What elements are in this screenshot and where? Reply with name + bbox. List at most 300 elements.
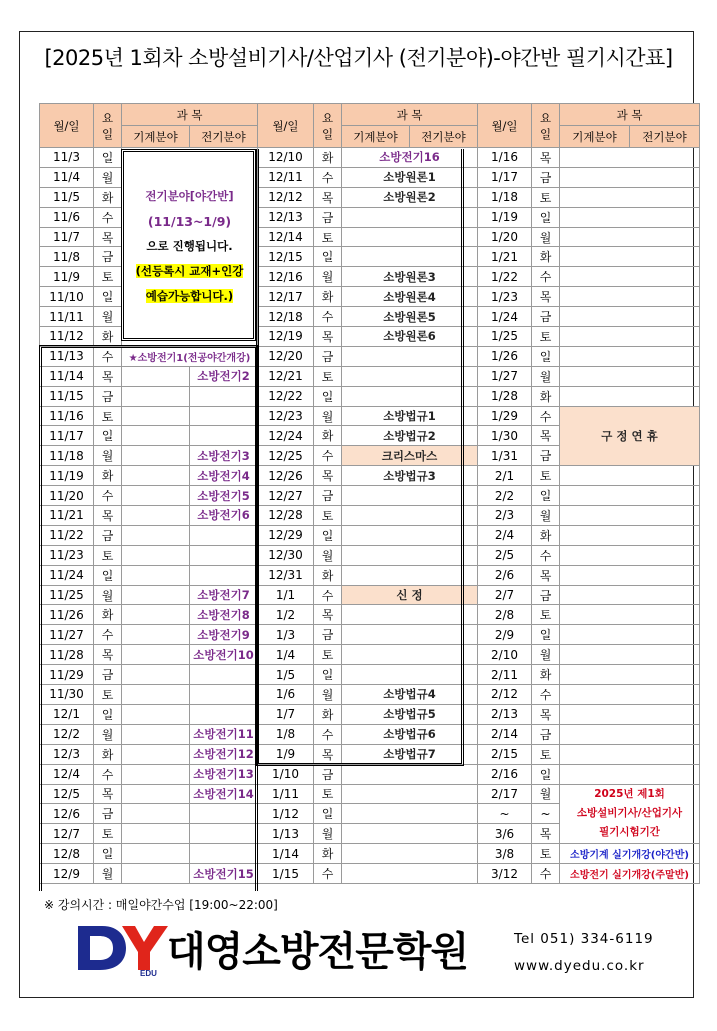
dow-cell: 수 bbox=[94, 625, 122, 645]
elec-subject-cell: 소방전기14 bbox=[190, 784, 258, 804]
date-cell: 12/22 bbox=[258, 386, 314, 406]
dow-cell: 일 bbox=[94, 565, 122, 585]
subject-cell bbox=[560, 545, 700, 565]
mech-subject-cell bbox=[122, 525, 190, 545]
subject-cell bbox=[560, 148, 700, 168]
logo-edu-text: EDU bbox=[140, 969, 157, 978]
date-cell: 11/30 bbox=[40, 685, 94, 705]
header-subject-2: 과 목 bbox=[342, 104, 478, 126]
subject-cell: 소방원론4 bbox=[342, 287, 478, 307]
mech-subject-cell bbox=[122, 446, 190, 466]
date-cell: 11/27 bbox=[40, 625, 94, 645]
date-cell: 1/30 bbox=[478, 426, 532, 446]
date-cell: 12/18 bbox=[258, 307, 314, 327]
subject-cell bbox=[560, 227, 700, 247]
elec-subject-cell: 소방전기10 bbox=[190, 645, 258, 665]
elec-subject-cell bbox=[190, 844, 258, 864]
subject-cell: 소방법규6 bbox=[342, 724, 478, 744]
date-cell: 11/15 bbox=[40, 386, 94, 406]
date-cell: 12/11 bbox=[258, 167, 314, 187]
dow-cell: 화 bbox=[314, 148, 342, 168]
date-cell: 2/14 bbox=[478, 724, 532, 744]
date-cell: 11/5 bbox=[40, 187, 94, 207]
dow-cell: 일 bbox=[94, 844, 122, 864]
subject-cell bbox=[560, 207, 700, 227]
date-cell: 12/31 bbox=[258, 565, 314, 585]
mech-practical-cell: 소방기계 실기개강(야간반) bbox=[560, 844, 700, 864]
date-cell: 1/10 bbox=[258, 764, 314, 784]
dow-cell: 월 bbox=[94, 446, 122, 466]
dow-cell: 일 bbox=[314, 804, 342, 824]
date-cell: 1/24 bbox=[478, 307, 532, 327]
table-row bbox=[40, 506, 700, 526]
dow-cell: 목 bbox=[314, 327, 342, 347]
elec-subject-cell: 소방전기9 bbox=[190, 625, 258, 645]
dow-cell: 목 bbox=[94, 645, 122, 665]
date-cell: 11/7 bbox=[40, 227, 94, 247]
dow-cell: 금 bbox=[532, 724, 560, 744]
dow-cell: 금 bbox=[314, 625, 342, 645]
header-subject-3: 과 목 bbox=[560, 104, 700, 126]
mech-subject-cell bbox=[122, 665, 190, 685]
date-cell: 12/12 bbox=[258, 187, 314, 207]
table-row bbox=[40, 724, 700, 744]
subject-cell bbox=[342, 545, 478, 565]
date-cell: 11/28 bbox=[40, 645, 94, 665]
date-cell: 1/17 bbox=[478, 167, 532, 187]
dow-cell: 금 bbox=[532, 585, 560, 605]
date-cell: 12/3 bbox=[40, 744, 94, 764]
dow-cell: 금 bbox=[94, 804, 122, 824]
lecture-time-note: ※ 강의시간 : 매일야간수업 [19:00~22:00] bbox=[44, 898, 278, 912]
date-cell: 3/6 bbox=[478, 824, 532, 844]
dow-cell: 금 bbox=[94, 386, 122, 406]
table-row bbox=[40, 148, 700, 168]
dow-cell: 월 bbox=[532, 366, 560, 386]
date-cell: 2/4 bbox=[478, 525, 532, 545]
date-cell: 2/5 bbox=[478, 545, 532, 565]
date-cell: 1/22 bbox=[478, 267, 532, 287]
mech-subject-cell bbox=[122, 565, 190, 585]
elec-subject-cell bbox=[190, 824, 258, 844]
subject-cell bbox=[560, 645, 700, 665]
subject-cell bbox=[342, 506, 478, 526]
exam-period-cell bbox=[560, 784, 700, 844]
subject-cell bbox=[560, 307, 700, 327]
mech-subject-cell bbox=[122, 466, 190, 486]
elec-subject-cell: 소방전기3 bbox=[190, 446, 258, 466]
date-cell: 2/13 bbox=[478, 704, 532, 724]
mech-subject-cell bbox=[122, 804, 190, 824]
notice-line-5: 예습가능합니다.) bbox=[145, 289, 234, 304]
table-row bbox=[40, 565, 700, 585]
elec-subject-cell: ★소방전기1(전공야간개강) bbox=[122, 346, 258, 366]
logo-d-shape bbox=[78, 926, 126, 970]
subject-cell bbox=[560, 585, 700, 605]
dow-cell: 금 bbox=[94, 247, 122, 267]
elec-subject-cell bbox=[190, 426, 258, 446]
subject-cell bbox=[560, 247, 700, 267]
date-cell: ~ bbox=[478, 804, 532, 824]
date-cell: 11/18 bbox=[40, 446, 94, 466]
elec-subject-cell bbox=[190, 545, 258, 565]
dow-cell: 수 bbox=[314, 585, 342, 605]
table-row bbox=[40, 386, 700, 406]
dow-cell: 토 bbox=[532, 187, 560, 207]
date-cell: 11/22 bbox=[40, 525, 94, 545]
dow-cell: 월 bbox=[314, 406, 342, 426]
elec-subject-cell bbox=[190, 665, 258, 685]
date-cell: 2/8 bbox=[478, 605, 532, 625]
subject-cell bbox=[342, 605, 478, 625]
dow-cell: 일 bbox=[94, 704, 122, 724]
notice-line-3: 으로 진행됩니다. bbox=[146, 239, 233, 254]
date-cell: 11/12 bbox=[40, 327, 94, 347]
dow-cell: 월 bbox=[532, 506, 560, 526]
dow-cell: 수 bbox=[532, 406, 560, 426]
subject-cell: 소방전기16 bbox=[342, 148, 478, 168]
table-row bbox=[40, 665, 700, 685]
table-row bbox=[40, 585, 700, 605]
date-cell: 11/3 bbox=[40, 148, 94, 168]
date-cell: 2/16 bbox=[478, 764, 532, 784]
dow-cell: 토 bbox=[314, 227, 342, 247]
elec-subject-cell: 소방전기15 bbox=[190, 864, 258, 884]
dow-cell: 일 bbox=[94, 287, 122, 307]
date-cell: 1/19 bbox=[478, 207, 532, 227]
date-cell: 12/2 bbox=[40, 724, 94, 744]
dow-cell: 금 bbox=[94, 525, 122, 545]
dow-cell: 일 bbox=[532, 486, 560, 506]
date-cell: 12/6 bbox=[40, 804, 94, 824]
subject-cell bbox=[342, 804, 478, 824]
dow-cell: 수 bbox=[94, 764, 122, 784]
subject-cell bbox=[342, 346, 478, 366]
subject-cell bbox=[560, 187, 700, 207]
date-cell: 11/20 bbox=[40, 486, 94, 506]
dow-cell: 토 bbox=[314, 645, 342, 665]
table-row bbox=[40, 406, 700, 426]
mech-subject-cell bbox=[122, 764, 190, 784]
date-cell: 12/23 bbox=[258, 406, 314, 426]
header-date-3: 월/일 bbox=[478, 104, 532, 148]
date-cell: 2/9 bbox=[478, 625, 532, 645]
dow-cell: 일 bbox=[314, 386, 342, 406]
notice-cell bbox=[122, 148, 258, 347]
table-row bbox=[40, 466, 700, 486]
mech-subject-cell bbox=[122, 844, 190, 864]
date-cell: 11/11 bbox=[40, 307, 94, 327]
dow-cell: 화 bbox=[532, 386, 560, 406]
header-mech-3: 기계분야 bbox=[560, 126, 630, 148]
header-dow-1: 요 일 bbox=[94, 104, 122, 148]
dow-cell: 목 bbox=[94, 506, 122, 526]
subject-cell bbox=[560, 625, 700, 645]
subject-cell bbox=[342, 227, 478, 247]
subject-cell bbox=[560, 506, 700, 526]
dow-cell: 토 bbox=[94, 545, 122, 565]
date-cell: 2/17 bbox=[478, 784, 532, 804]
subject-cell bbox=[560, 346, 700, 366]
dow-cell: 토 bbox=[532, 327, 560, 347]
subject-cell bbox=[560, 565, 700, 585]
dow-cell: 토 bbox=[314, 784, 342, 804]
date-cell: 2/2 bbox=[478, 486, 532, 506]
dow-cell: 수 bbox=[314, 307, 342, 327]
date-cell: 1/1 bbox=[258, 585, 314, 605]
table-row bbox=[40, 625, 700, 645]
subject-cell bbox=[342, 207, 478, 227]
subject-cell: 소방원론5 bbox=[342, 307, 478, 327]
dow-cell: 목 bbox=[532, 824, 560, 844]
subject-cell bbox=[560, 267, 700, 287]
subject-cell bbox=[342, 525, 478, 545]
mech-subject-cell bbox=[122, 366, 190, 386]
dow-cell: 목 bbox=[94, 366, 122, 386]
date-cell: 12/1 bbox=[40, 704, 94, 724]
dow-cell: 화 bbox=[94, 466, 122, 486]
date-cell: 1/6 bbox=[258, 685, 314, 705]
dow-cell: 목 bbox=[532, 426, 560, 446]
subject-cell bbox=[342, 625, 478, 645]
holiday-cell: 신 정 bbox=[342, 585, 478, 605]
table-row bbox=[40, 525, 700, 545]
date-cell: 11/14 bbox=[40, 366, 94, 386]
mech-subject-cell bbox=[122, 784, 190, 804]
dow-cell: 수 bbox=[94, 207, 122, 227]
table-row bbox=[40, 784, 700, 804]
dow-cell: 목 bbox=[314, 605, 342, 625]
mech-subject-cell bbox=[122, 506, 190, 526]
subject-cell: 소방법규5 bbox=[342, 704, 478, 724]
dow-cell: 토 bbox=[94, 267, 122, 287]
elec-subject-cell bbox=[190, 565, 258, 585]
header-dow-3: 요 일 bbox=[532, 104, 560, 148]
subject-cell bbox=[560, 665, 700, 685]
date-cell: 12/25 bbox=[258, 446, 314, 466]
dow-cell: 목 bbox=[94, 227, 122, 247]
date-cell: 2/11 bbox=[478, 665, 532, 685]
dow-cell: 화 bbox=[314, 287, 342, 307]
date-cell: 1/11 bbox=[258, 784, 314, 804]
website-url[interactable]: www.dyedu.co.kr bbox=[514, 958, 645, 974]
subject-cell: 소방법규7 bbox=[342, 744, 478, 764]
elec-subject-cell bbox=[190, 525, 258, 545]
date-cell: 11/8 bbox=[40, 247, 94, 267]
elec-subject-cell: 소방전기7 bbox=[190, 585, 258, 605]
dow-cell: 토 bbox=[532, 605, 560, 625]
date-cell: 1/20 bbox=[478, 227, 532, 247]
date-cell: 2/10 bbox=[478, 645, 532, 665]
date-cell: 11/16 bbox=[40, 406, 94, 426]
subject-cell bbox=[342, 844, 478, 864]
table-row bbox=[40, 486, 700, 506]
date-cell: 1/9 bbox=[258, 744, 314, 764]
date-cell: 12/20 bbox=[258, 346, 314, 366]
subject-cell: 소방원론1 bbox=[342, 167, 478, 187]
dow-cell: 월 bbox=[314, 545, 342, 565]
subject-cell: 소방법규1 bbox=[342, 406, 478, 426]
date-cell: 11/24 bbox=[40, 565, 94, 585]
date-cell: 11/25 bbox=[40, 585, 94, 605]
dow-cell: 월 bbox=[532, 784, 560, 804]
elec-subject-cell: 소방전기8 bbox=[190, 605, 258, 625]
dow-cell: 수 bbox=[532, 545, 560, 565]
subject-cell: 소방법규3 bbox=[342, 466, 478, 486]
subject-cell bbox=[342, 386, 478, 406]
dow-cell: 목 bbox=[532, 148, 560, 168]
date-cell: 1/7 bbox=[258, 704, 314, 724]
date-cell: 1/21 bbox=[478, 247, 532, 267]
table-row bbox=[40, 864, 700, 884]
dow-cell: 일 bbox=[532, 346, 560, 366]
date-cell: 1/18 bbox=[478, 187, 532, 207]
date-cell: 1/8 bbox=[258, 724, 314, 744]
dow-cell: 월 bbox=[94, 167, 122, 187]
dow-cell: 목 bbox=[532, 704, 560, 724]
date-cell: 11/26 bbox=[40, 605, 94, 625]
date-cell: 1/28 bbox=[478, 386, 532, 406]
dow-cell: 월 bbox=[314, 267, 342, 287]
date-cell: 12/13 bbox=[258, 207, 314, 227]
date-cell: 11/29 bbox=[40, 665, 94, 685]
schedule-table bbox=[39, 103, 700, 884]
date-cell: 1/25 bbox=[478, 327, 532, 347]
date-cell: 11/13 bbox=[40, 346, 94, 366]
subject-cell bbox=[560, 764, 700, 784]
date-cell: 1/12 bbox=[258, 804, 314, 824]
table-row bbox=[40, 744, 700, 764]
date-cell: 2/12 bbox=[478, 685, 532, 705]
subject-cell bbox=[342, 645, 478, 665]
dow-cell: 토 bbox=[532, 844, 560, 864]
dow-cell: 금 bbox=[314, 764, 342, 784]
table-row bbox=[40, 545, 700, 565]
dow-cell: 일 bbox=[314, 247, 342, 267]
elec-subject-cell bbox=[190, 804, 258, 824]
date-cell: 12/29 bbox=[258, 525, 314, 545]
phone-number: Tel 051) 334-6119 bbox=[514, 931, 654, 947]
date-cell: 11/9 bbox=[40, 267, 94, 287]
date-cell: 11/17 bbox=[40, 426, 94, 446]
subject-cell bbox=[560, 685, 700, 705]
academy-brand-name: 대영소방전문학원 bbox=[167, 929, 469, 975]
date-cell: 11/10 bbox=[40, 287, 94, 307]
academy-logo bbox=[74, 918, 174, 978]
subject-cell bbox=[560, 366, 700, 386]
dow-cell: 월 bbox=[94, 307, 122, 327]
subject-cell bbox=[560, 744, 700, 764]
dow-cell: 월 bbox=[94, 585, 122, 605]
dow-cell: 목 bbox=[532, 287, 560, 307]
dow-cell: 수 bbox=[314, 446, 342, 466]
elec-subject-cell bbox=[190, 704, 258, 724]
header-elec-2: 전기분야 bbox=[410, 126, 478, 148]
dow-cell: 수 bbox=[314, 864, 342, 884]
dow-cell: 토 bbox=[532, 744, 560, 764]
dow-cell: ~ bbox=[532, 804, 560, 824]
date-cell: 12/19 bbox=[258, 327, 314, 347]
date-cell: 12/16 bbox=[258, 267, 314, 287]
date-cell: 12/8 bbox=[40, 844, 94, 864]
dow-cell: 토 bbox=[532, 466, 560, 486]
dow-cell: 화 bbox=[532, 525, 560, 545]
date-cell: 11/21 bbox=[40, 506, 94, 526]
dow-cell: 목 bbox=[314, 187, 342, 207]
exam-line-1: 2025년 제1회 bbox=[594, 788, 665, 801]
elec-subject-cell: 소방전기6 bbox=[190, 506, 258, 526]
subject-cell bbox=[342, 784, 478, 804]
dow-cell: 화 bbox=[94, 187, 122, 207]
mech-subject-cell bbox=[122, 486, 190, 506]
date-cell: 2/7 bbox=[478, 585, 532, 605]
dow-cell: 금 bbox=[532, 307, 560, 327]
dow-cell: 화 bbox=[314, 704, 342, 724]
mech-subject-cell bbox=[122, 724, 190, 744]
date-cell: 12/4 bbox=[40, 764, 94, 784]
subject-cell bbox=[560, 486, 700, 506]
dow-cell: 수 bbox=[532, 267, 560, 287]
dow-cell: 일 bbox=[532, 764, 560, 784]
dow-cell: 월 bbox=[94, 724, 122, 744]
subject-cell bbox=[342, 864, 478, 884]
dow-cell: 금 bbox=[314, 486, 342, 506]
date-cell: 12/7 bbox=[40, 824, 94, 844]
table-row bbox=[40, 844, 700, 864]
dow-cell: 토 bbox=[314, 506, 342, 526]
date-cell: 12/10 bbox=[258, 148, 314, 168]
subject-cell bbox=[560, 327, 700, 347]
date-cell: 1/13 bbox=[258, 824, 314, 844]
dow-cell: 화 bbox=[94, 327, 122, 347]
exam-line-2: 소방설비기사/산업기사 bbox=[576, 807, 683, 820]
dow-cell: 금 bbox=[532, 446, 560, 466]
dow-cell: 화 bbox=[314, 565, 342, 585]
mech-subject-cell bbox=[122, 585, 190, 605]
dow-cell: 목 bbox=[532, 565, 560, 585]
dow-cell: 화 bbox=[94, 744, 122, 764]
subject-cell bbox=[342, 665, 478, 685]
date-cell: 1/3 bbox=[258, 625, 314, 645]
mech-subject-cell bbox=[122, 386, 190, 406]
date-cell: 11/6 bbox=[40, 207, 94, 227]
page-title: [2025년 1회차 소방설비기사/산업기사 (전기분야)-야간반 필기시간표] bbox=[44, 46, 673, 70]
dow-cell: 월 bbox=[532, 227, 560, 247]
notice-line-1: 전기분야[야간반] bbox=[145, 189, 234, 204]
exam-line-3: 필기시험기간 bbox=[599, 826, 660, 839]
dow-cell: 토 bbox=[94, 824, 122, 844]
dow-cell: 일 bbox=[314, 665, 342, 685]
date-cell: 11/4 bbox=[40, 167, 94, 187]
subject-cell bbox=[560, 704, 700, 724]
date-cell: 1/4 bbox=[258, 645, 314, 665]
mech-subject-cell bbox=[122, 824, 190, 844]
dow-cell: 화 bbox=[94, 605, 122, 625]
date-cell: 12/9 bbox=[40, 864, 94, 884]
dow-cell: 목 bbox=[314, 466, 342, 486]
date-cell: 12/5 bbox=[40, 784, 94, 804]
date-cell: 1/15 bbox=[258, 864, 314, 884]
elec-subject-cell bbox=[190, 685, 258, 705]
subject-cell: 소방원론3 bbox=[342, 267, 478, 287]
subject-cell bbox=[560, 605, 700, 625]
subject-cell bbox=[342, 764, 478, 784]
date-cell: 1/14 bbox=[258, 844, 314, 864]
subject-cell: 소방원론6 bbox=[342, 327, 478, 347]
dow-cell: 수 bbox=[94, 486, 122, 506]
table-row bbox=[40, 366, 700, 386]
date-cell: 12/14 bbox=[258, 227, 314, 247]
